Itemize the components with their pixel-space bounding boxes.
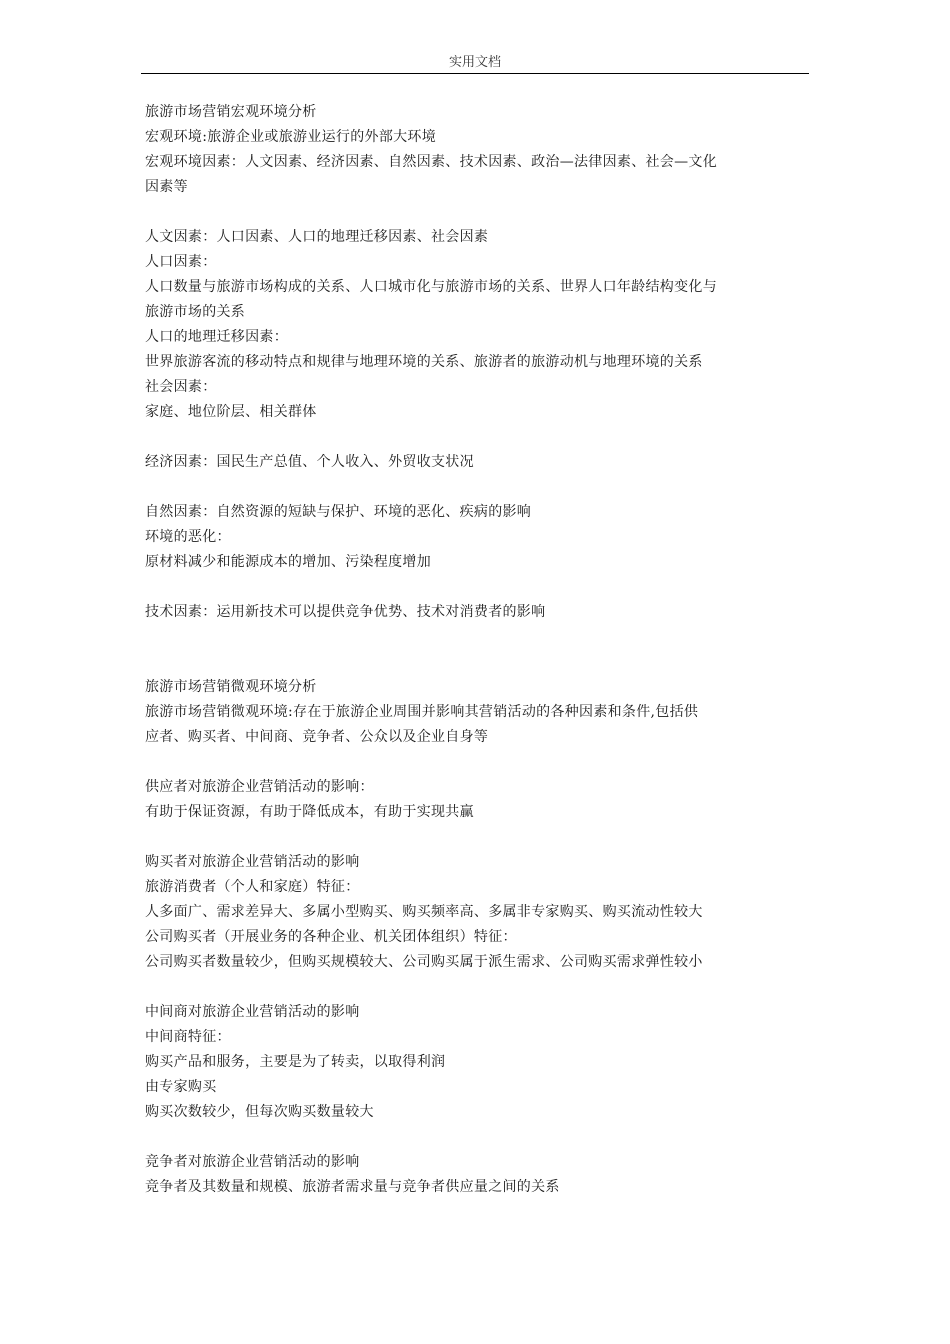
blank-line [145, 1125, 825, 1150]
text-line: 人口数量与旅游市场构成的关系、人口城市化与旅游市场的关系、世界人口年龄结构变化与 [145, 279, 717, 295]
text-line: 技术因素：运用新技术可以提供竞争优势、技术对消费者的影响 [145, 604, 546, 620]
text-line: 旅游市场营销宏观环境分析 [145, 104, 317, 120]
blank-line [145, 575, 825, 600]
text-line: 旅游市场营销微观环境:存在于旅游企业周围并影响其营销活动的各种因素和条件,包括供 [145, 704, 699, 720]
text-line: 宏观环境因素：人文因素、经济因素、自然因素、技术因素、政治—法律因素、社会—文化 [145, 154, 717, 170]
text-line: 因素等 [145, 179, 188, 195]
document-body [145, 100, 825, 1200]
text-line: 自然因素：自然资源的短缺与保护、环境的恶化、疾病的影响 [145, 504, 532, 520]
text-line: 人口因素： [145, 254, 217, 270]
text-line: 旅游消费者（个人和家庭）特征： [145, 879, 360, 895]
text-line: 竞争者对旅游企业营销活动的影响 [145, 1154, 360, 1170]
text-line: 由专家购买 [145, 1079, 217, 1095]
text-line: 中间商对旅游企业营销活动的影响 [145, 1004, 360, 1020]
text-line: 有助于保证资源，有助于降低成本，有助于实现共赢 [145, 804, 474, 820]
text-line: 人多面广、需求差异大、多属小型购买、购买频率高、多属非专家购买、购买流动性较大 [145, 904, 703, 920]
text-line: 公司购买者（开展业务的各种企业、机关团体组织）特征： [145, 929, 517, 945]
text-line: 人文因素：人口因素、人口的地理迁移因素、社会因素 [145, 229, 489, 245]
blank-line [145, 625, 825, 675]
text-line: 旅游市场的关系 [145, 304, 246, 320]
text-line: 世界旅游客流的移动特点和规律与地理环境的关系、旅游者的旅游动机与地理环境的关系 [145, 354, 703, 370]
text-line: 中间商特征： [145, 1029, 231, 1045]
page-header: 实用文档 [141, 56, 809, 74]
blank-line [145, 825, 825, 850]
blank-line [145, 750, 825, 775]
text-line: 竞争者及其数量和规模、旅游者需求量与竞争者供应量之间的关系 [145, 1179, 560, 1195]
text-line: 公司购买者数量较少，但购买规模较大、公司购买属于派生需求、公司购买需求弹性较小 [145, 954, 703, 970]
text-line: 供应者对旅游企业营销活动的影响： [145, 779, 374, 795]
text-line: 购买者对旅游企业营销活动的影响 [145, 854, 360, 870]
text-line: 经济因素：国民生产总值、个人收入、外贸收支状况 [145, 454, 474, 470]
text-line: 原材料减少和能源成本的增加、污染程度增加 [145, 554, 431, 570]
text-line: 环境的恶化： [145, 529, 231, 545]
text-line: 宏观环境:旅游企业或旅游业运行的外部大环境 [145, 129, 437, 145]
blank-line [145, 425, 825, 450]
blank-line [145, 200, 825, 225]
text-line: 人口的地理迁移因素： [145, 329, 288, 345]
blank-line [145, 475, 825, 500]
text-line: 旅游市场营销微观环境分析 [145, 679, 317, 695]
blank-line [145, 975, 825, 1000]
text-line: 社会因素： [145, 379, 217, 395]
text-line: 应者、购买者、中间商、竞争者、公众以及企业自身等 [145, 729, 489, 745]
text-line: 购买次数较少，但每次购买数量较大 [145, 1104, 374, 1120]
text-line: 家庭、地位阶层、相关群体 [145, 404, 317, 420]
text-line: 购买产品和服务，主要是为了转卖，以取得利润 [145, 1054, 446, 1070]
